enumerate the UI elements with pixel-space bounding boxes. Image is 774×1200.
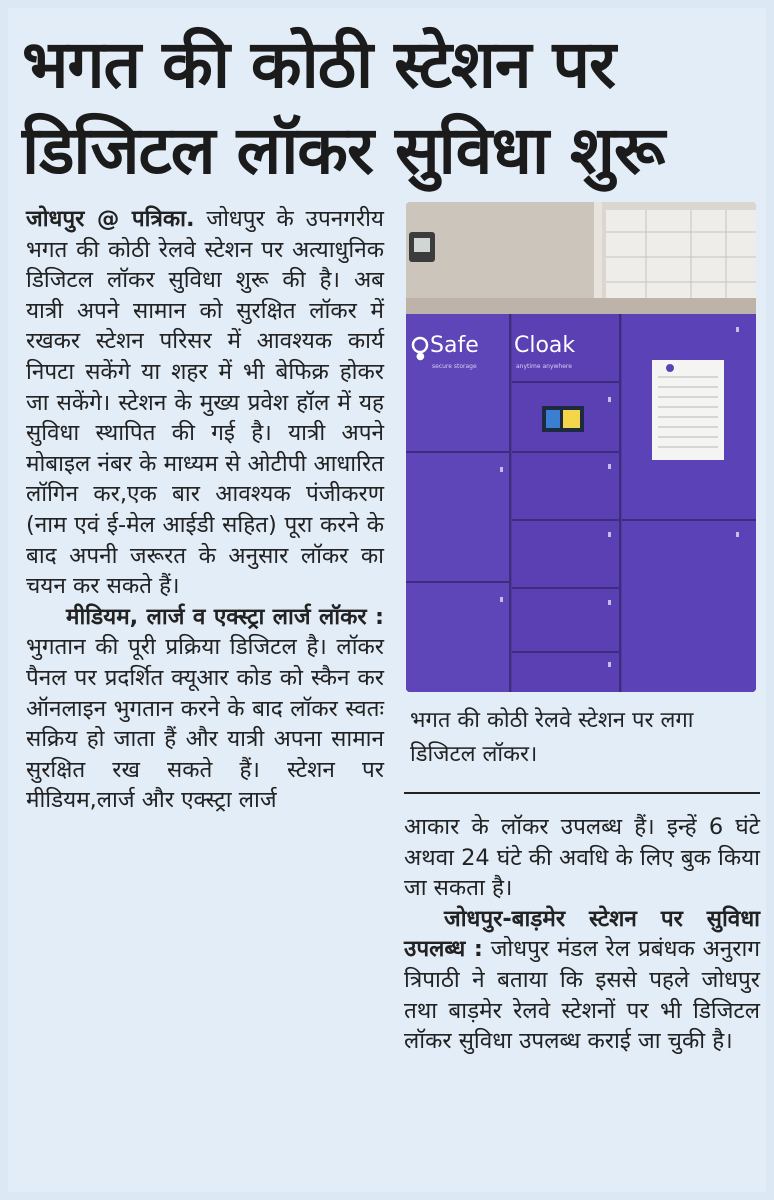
article-paragraph-1 bbox=[26, 204, 384, 602]
svg-text:secure storage: secure storage bbox=[432, 363, 477, 370]
paragraph-2-text: भुगतान की पूरी प्रक्रिया डिजिटल है। लॉकर पैनल पर प्रदर्शित क्यूआर कोड को स्कैन कर ऑनलाइन भुगतान करने के बाद लॉकर स्वतः सक्रिय हो जाता हैं और यात्री अपना सामान सुरक्षित रख सकते हैं। स्टेशन पर मीडियम,लार्ज और एक्स्ट्रा लार्ज bbox=[26, 634, 384, 814]
dateline: जोधपुर @ पत्रिका. bbox=[26, 206, 195, 232]
paragraph-1-text: जोधपुर के उपनगरीय भगत की कोठी रेलवे स्टेशन पर अत्याधुनिक डिजिटल लॉकर सुविधा शुरू की है। अब यात्री अपने सामान को सुरक्षित लॉकर में रखकर स्टेशन परिसर में आवश्यक कार्य निपटा सकेंगे या शहर में भी बेफिक्र होकर जा सकेंगे। स्टेशन के मुख्य प्रवेश हॉल में यह सुविधा स्थापित की गई है। यात्री अपने मोबाइल नंबर के माध्यम से ओटीपी आधारित लॉगिन कर,एक बार आवश्यक पंजीकरण (नाम एवं ई-मेल आईडी सहित) पूरा करने के बाद अपनी जरूरत के अनुसार लॉकर का चयन कर सकते हैं। bbox=[26, 206, 384, 600]
headline-line-1: भगत की कोठी स्टेशन पर bbox=[22, 26, 616, 103]
column-divider bbox=[404, 792, 760, 794]
svg-text:●: ● bbox=[416, 351, 425, 362]
locker-photo bbox=[406, 202, 756, 692]
article-paragraph-3 bbox=[404, 904, 760, 1057]
article-paragraph-2-continued: आकार के लॉकर उपलब्ध हैं। इन्हें 6 घंटे अथवा 24 घंटे की अवधि के लिए बुक किया जा सकता है। bbox=[404, 814, 760, 902]
brand-cloak: Cloak bbox=[514, 333, 576, 358]
paragraph-3-text: जोधपुर मंडल रेल प्रबंधक अनुराग त्रिपाठी ने बताया कि इससे पहले जोधपुर तथा बाड़मेर रेलवे स्टेशनों पर भी डिजिटल लॉकर सुविधा उपलब्ध कराई जा चुकी है। bbox=[404, 936, 760, 1055]
subhead-locker-sizes: मीडियम, लार्ज व एक्स्ट्रा लार्ज लॉकर : bbox=[66, 603, 384, 630]
photo-caption: भगत की कोठी रेलवे स्टेशन पर लगा डिजिटल लॉकर। bbox=[410, 708, 694, 767]
brand-safe: Safe bbox=[430, 333, 479, 358]
svg-text:anytime anywhere: anytime anywhere bbox=[516, 363, 572, 370]
headline-line-2: डिजिटल लॉकर सुविधा शुरू bbox=[22, 112, 665, 189]
locker-illustration bbox=[406, 202, 756, 692]
headline bbox=[22, 22, 762, 194]
article-paragraph-2 bbox=[26, 602, 384, 816]
article-column-left bbox=[26, 204, 384, 816]
subhead-jodhpur-barmer: जोधपुर-बाड़मेर स्टेशन पर सुविधा उपलब्ध : bbox=[404, 905, 760, 963]
article-column-right bbox=[404, 812, 760, 1057]
